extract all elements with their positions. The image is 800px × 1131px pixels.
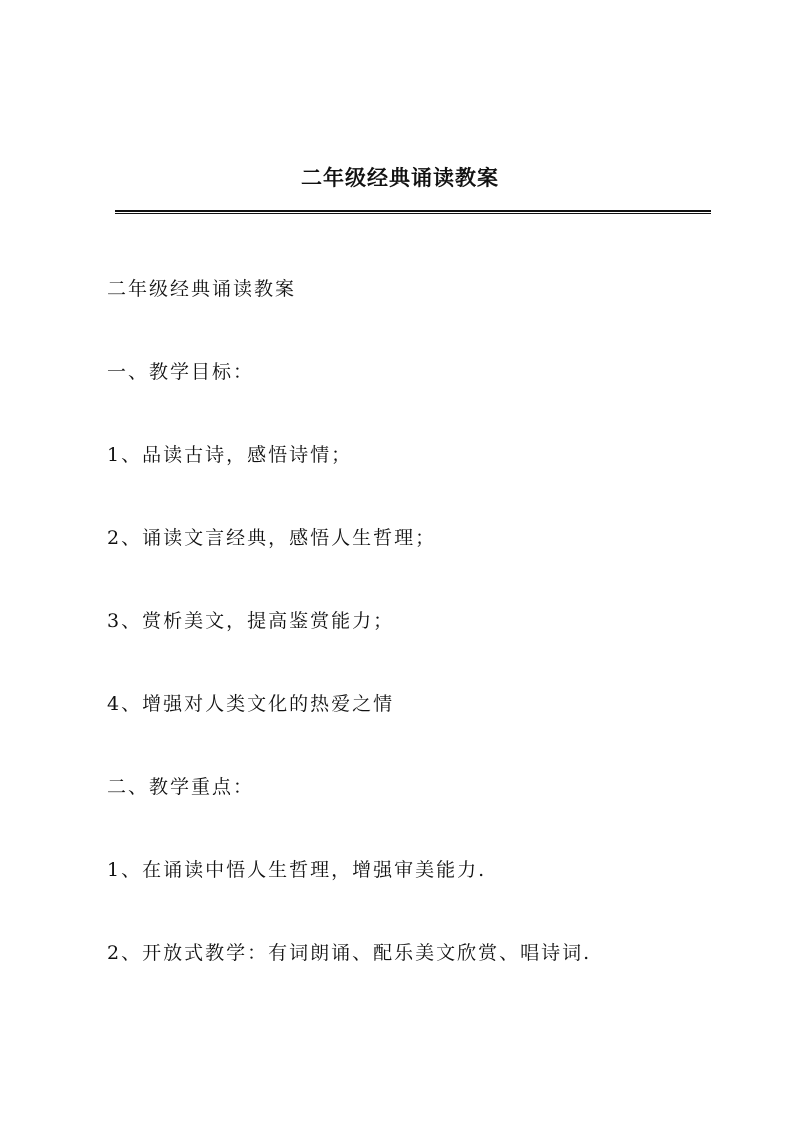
- objective-item-1: 1、品读古诗，感悟诗情；: [107, 444, 353, 466]
- objective-item-3: 3、赏析美文，提高鉴赏能力；: [107, 610, 395, 632]
- section-heading-objectives: 一、教学目标：: [107, 361, 255, 383]
- section-heading-key-points: 二、教学重点：: [107, 776, 255, 798]
- objective-item-2: 2、诵读文言经典，感悟人生哲理；: [107, 527, 437, 549]
- title-underline-rule: [115, 210, 711, 214]
- document-title: 二年级经典诵读教案: [301, 166, 499, 190]
- subtitle-line: 二年级经典诵读教案: [107, 278, 297, 300]
- key-point-item-2: 2、开放式教学：有词朗诵、配乐美文欣赏、唱诗词.: [107, 942, 592, 964]
- key-point-item-1: 1、在诵读中悟人生哲理，增强审美能力.: [107, 859, 487, 881]
- objective-item-4: 4、增强对人类文化的热爱之情: [107, 693, 395, 715]
